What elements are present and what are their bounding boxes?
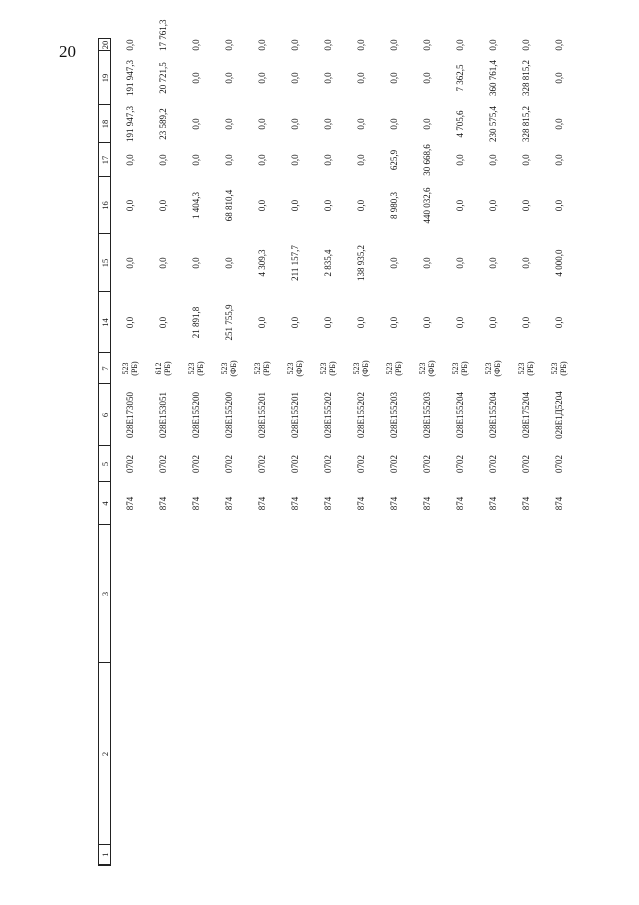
table-cell: 0,0 [454,257,465,269]
table-cell [509,845,542,865]
table-cell: 0,0 [520,199,531,212]
table-cell [377,525,410,663]
table-cell: 0,0 [355,72,366,84]
table-row [146,39,179,865]
table-cell [146,525,179,663]
table-cell [146,845,179,865]
table-cell [212,845,245,865]
table-cell: 328 815,2 [520,60,531,96]
table-cell [377,845,410,865]
column-header: 14 [99,292,111,353]
table-cell: 028E1Д5204 [553,391,564,439]
table-cell: 0,0 [487,199,498,212]
table-cell: 17 761,3 [157,19,168,51]
table-cell: 028E155201 [289,392,300,438]
table-cell: 0,0 [322,118,333,130]
column-header: 6 [99,384,111,446]
table-cell: 0,0 [190,39,201,51]
table-cell: 523 (РБ) [516,361,535,376]
page-number: 20 [59,42,76,61]
table-cell: 028E155204 [487,392,498,438]
table-cell: 0,0 [487,316,498,329]
column-header: 7 [99,353,111,384]
table-cell [410,663,443,845]
table-cell: 0,0 [421,39,432,51]
table-cell: 0702 [322,455,333,473]
table-cell: 0,0 [289,316,300,329]
table-cell: 0,0 [256,154,267,166]
table-cell: 874 [223,496,234,511]
table-cell [410,525,443,663]
table-cell [245,525,278,663]
table-cell: 0,0 [388,39,399,51]
table-cell: 4 309,3 [256,249,267,277]
table-cell: 0,0 [322,72,333,84]
table-cell: 0,0 [421,118,432,130]
table-cell: 0,0 [322,39,333,51]
table-cell: 0,0 [124,257,135,269]
table-cell: 0702 [487,455,498,473]
table-cell [111,663,147,845]
table-cell: 028E173050 [124,392,135,438]
table-cell [179,845,212,865]
table-cell [542,663,575,845]
table-row [542,39,575,865]
table-cell [344,663,377,845]
rotated-table-container [98,19,568,866]
table-body [111,19,576,865]
table-cell: 0,0 [388,316,399,329]
table-cell: 0,0 [289,199,300,212]
table-cell: 4 705,6 [454,110,465,138]
table-cell: 0,0 [289,72,300,84]
table-cell: 0,0 [553,39,564,51]
table-cell: 874 [289,496,300,511]
table-cell: 7 362,5 [454,64,465,92]
table-cell: 874 [190,496,201,511]
column-header: 2 [99,663,111,845]
table-cell: 0,0 [157,154,168,166]
table-row [410,39,443,865]
table-cell: 0,0 [289,39,300,51]
column-header: 20 [99,40,110,50]
table-cell: 0702 [157,455,168,473]
table-cell [245,663,278,845]
table-cell: 874 [157,496,168,511]
table-cell: 874 [124,496,135,511]
table-cell: 028E155200 [190,392,201,438]
table-row [245,39,278,865]
table-cell: 874 [520,496,531,511]
table-cell: 360 761,4 [487,60,498,96]
table-cell: 0,0 [256,316,267,329]
table-cell: 523 (ФБ) [417,360,436,377]
table-cell: 0702 [355,455,366,473]
table-cell: 0,0 [157,199,168,212]
table-cell: 523 (РБ) [120,361,139,376]
table-cell [245,845,278,865]
table-cell: 2 835,4 [322,249,333,277]
table-cell: 20 721,5 [157,62,168,94]
table-cell: 138 935,2 [355,245,366,281]
table-cell: 4 000,0 [553,249,564,277]
table-cell [278,663,311,845]
table-cell [344,845,377,865]
table-cell: 0,0 [454,39,465,51]
table-cell: 0,0 [355,316,366,329]
table-cell: 0,0 [322,316,333,329]
table-cell: 523 (РБ) [384,361,403,376]
table-cell: 028E155200 [223,392,234,438]
table-cell [377,663,410,845]
table-cell: 0,0 [487,154,498,166]
table-cell: 874 [421,496,432,511]
budget-table [98,19,575,867]
table-cell: 1 404,3 [190,192,201,219]
table-cell: 0,0 [388,257,399,269]
table-cell: 523 (РБ) [450,361,469,376]
table-row [476,39,509,865]
table-cell: 0702 [454,455,465,473]
table-cell: 230 575,4 [487,106,498,142]
table-cell: 0702 [190,455,201,473]
table-cell: 0702 [421,455,432,473]
table-cell: 68 810,4 [223,189,234,222]
table-cell: 0,0 [388,118,399,130]
table-row [111,39,147,865]
table-cell: 0,0 [289,118,300,130]
table-cell [476,525,509,663]
table-cell: 0702 [124,455,135,473]
table-cell: 0,0 [157,257,168,269]
table-cell: 0,0 [454,316,465,329]
table-cell: 0,0 [223,39,234,51]
table-cell: 0,0 [454,199,465,212]
table-cell: 0,0 [355,154,366,166]
table-cell: 0,0 [520,39,531,51]
table-cell: 0,0 [553,118,564,130]
table-cell [278,525,311,663]
table-cell: 523 (ФБ) [219,360,238,377]
table-cell [212,525,245,663]
table-cell [509,663,542,845]
table-row [509,39,542,865]
column-header: 15 [99,234,111,292]
table-cell [111,845,147,865]
table-cell [443,525,476,663]
table-cell: 21 891,8 [190,306,201,339]
table-cell: 0,0 [223,257,234,269]
table-row [311,39,344,865]
table-cell: 0702 [223,455,234,473]
table-row [179,39,212,865]
table-cell: 874 [256,496,267,511]
table-cell: 0,0 [553,199,564,212]
table-cell [311,525,344,663]
table-cell: 0,0 [190,72,201,84]
table-cell: 0,0 [520,257,531,269]
table-cell: 0702 [553,455,564,473]
table-cell: 028E153051 [157,392,168,438]
table-cell: 0,0 [190,154,201,166]
table-cell [311,845,344,865]
table-cell: 028E155202 [355,392,366,438]
table-cell: 0,0 [124,199,135,212]
table-cell [542,845,575,865]
table-cell: 251 755,9 [223,304,234,341]
table-cell: 0,0 [322,154,333,166]
table-cell: 0,0 [124,316,135,329]
table-cell: 0,0 [487,39,498,51]
table-cell: 625,9 [388,149,399,171]
table-cell [146,663,179,845]
table-cell: 191 947,3 [124,106,135,142]
table-cell: 874 [487,496,498,511]
table-cell: 0,0 [256,199,267,212]
header-row [99,39,111,865]
table-cell: 523 (ФБ) [351,360,370,377]
column-header: 17 [99,143,111,177]
table-cell: 0702 [520,455,531,473]
table-cell [179,663,212,845]
table-cell: 0,0 [388,72,399,84]
table-cell: 0702 [289,455,300,473]
column-header: 4 [99,482,111,525]
table-cell: 0,0 [157,316,168,329]
table-cell: 8 980,3 [388,192,399,219]
table-cell: 328 815,2 [520,106,531,142]
table-cell: 191 947,3 [124,60,135,96]
table-cell: 30 668,6 [421,144,432,176]
table-cell: 0,0 [223,118,234,130]
table-cell: 523 (ФБ) [285,360,304,377]
table-cell: 0,0 [421,257,432,269]
table-cell [509,525,542,663]
table-cell: 0,0 [553,72,564,84]
table-cell: 440 032,6 [421,187,432,224]
table-cell: 874 [355,496,366,511]
table-cell: 523 (РБ) [318,361,337,376]
table-cell: 028E155203 [421,392,432,438]
table-cell [476,663,509,845]
table-cell: 0,0 [355,39,366,51]
table-cell: 028E155203 [388,392,399,438]
table-cell: 028E175204 [520,392,531,438]
table-cell: 0,0 [355,118,366,130]
table-cell: 0,0 [256,39,267,51]
table-cell [212,663,245,845]
table-cell: 0,0 [223,154,234,166]
table-row [212,39,245,865]
column-header: 5 [99,446,111,482]
table-cell: 0,0 [487,257,498,269]
table-cell [476,845,509,865]
table-cell: 0,0 [454,154,465,166]
table-row [377,39,410,865]
table-cell: 523 (ФБ) [483,360,502,377]
table-cell: 523 (РБ) [186,361,205,376]
column-header: 16 [99,177,111,234]
table-cell: 028E155202 [322,392,333,438]
table-cell: 0,0 [355,199,366,212]
table-cell: 523 (РБ) [252,361,271,376]
table-cell: 0,0 [124,154,135,166]
column-header: 1 [99,845,111,865]
table-cell [278,845,311,865]
table-cell [410,845,443,865]
table-cell [542,525,575,663]
table-cell: 0,0 [520,154,531,166]
table-cell [344,525,377,663]
table-row [443,39,476,865]
table-cell: 0,0 [190,118,201,130]
table-cell: 0,0 [190,257,201,269]
column-header: 19 [99,51,111,105]
table-row [344,39,377,865]
table-cell: 0,0 [256,72,267,84]
table-cell: 523 (РБ) [549,361,568,376]
table-cell [443,663,476,845]
table-cell [179,525,212,663]
table-cell [443,845,476,865]
table-cell: 874 [322,496,333,511]
table-cell: 0702 [388,455,399,473]
table-cell: 0,0 [322,199,333,212]
table-cell: 0702 [256,455,267,473]
column-header: 3 [99,525,111,663]
table-cell: 874 [553,496,564,511]
table-row [278,39,311,865]
table-cell: 028E155204 [454,392,465,438]
table-cell [311,663,344,845]
table-cell: 874 [454,496,465,511]
table-cell [111,525,147,663]
table-cell: 0,0 [553,154,564,166]
table-cell: 0,0 [520,316,531,329]
table-cell: 0,0 [421,72,432,84]
table-cell: 23 589,2 [157,108,168,140]
table-cell: 0,0 [289,154,300,166]
table-cell: 612 (РБ) [153,361,172,376]
column-header: 18 [99,105,111,143]
table-cell: 028E155201 [256,392,267,438]
table-cell: 0,0 [421,316,432,329]
table-cell: 0,0 [124,39,135,51]
table-cell: 211 157,7 [289,245,300,281]
table-cell: 0,0 [256,118,267,130]
table-cell: 874 [388,496,399,511]
table-cell: 0,0 [553,316,564,329]
table-cell: 0,0 [223,72,234,84]
